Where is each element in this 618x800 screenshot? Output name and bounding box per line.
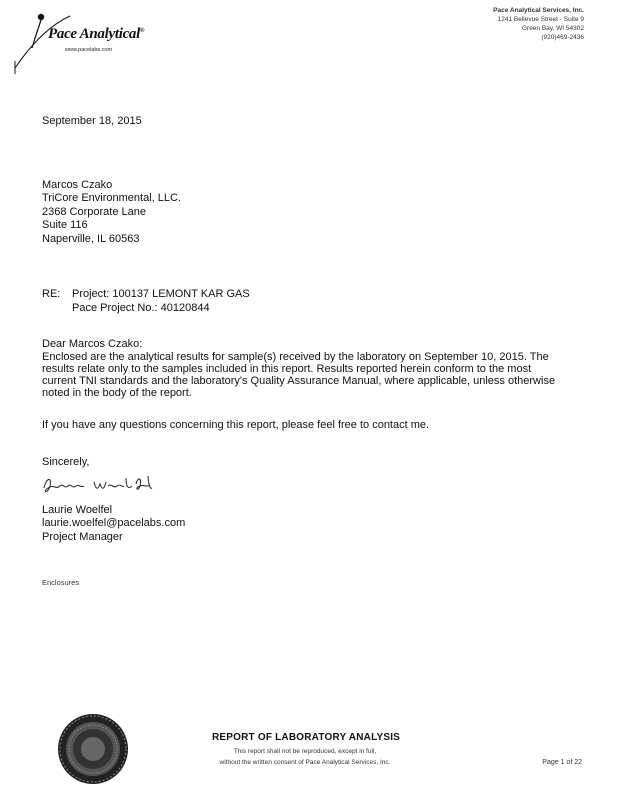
signer-email[interactable]: laurie.woelfel@pacelabs.com: [42, 517, 186, 530]
signer-block: [42, 504, 185, 544]
accreditation-seal-icon: [56, 712, 130, 786]
company-name: Pace Analytical Services, Inc.: [493, 7, 584, 14]
recipient-company: TriCore Environmental, LLC.: [42, 192, 181, 205]
disclaimer-line-1: This report shall not be reproduced, except in full,: [233, 748, 377, 755]
disclaimer-line-2: without the written consent of Pace Analytical Services, Inc.: [219, 759, 391, 766]
signer-title: Project Manager: [42, 530, 123, 543]
body-paragraph: Enclosed are the analytical results for sample(s) received by the laboratory on September 10, 2015. The results relate only to the samples included in this report. Results reported herein conform to the most current TNI standards and the laboratory's Quality Assurance Manual, where applicable, unless otherwise noted in the body of the report.: [42, 351, 556, 399]
recipient-name: Marcos Czako: [42, 179, 113, 191]
re-lines: [72, 288, 250, 315]
re-pace-project: Pace Project No.: 40120844: [72, 301, 210, 314]
company-logo: [10, 6, 160, 76]
company-street: 1241 Bellevue Street - Suite 9: [497, 16, 584, 23]
re-project: Project: 100137 LEMONT KAR GAS: [72, 288, 250, 300]
questions-line: If you have any questions concerning this report, please feel free to contact me.: [42, 419, 430, 431]
logo-url: www.pacelabs.com: [65, 47, 113, 53]
recipient-city: Naperville, IL 60563: [42, 232, 140, 245]
closing: Sincerely,: [42, 456, 90, 468]
page-number: Page 1 of 22: [542, 759, 582, 766]
recipient-street: 2368 Corporate Lane: [42, 205, 146, 218]
signer-name: Laurie Woelfel: [42, 504, 113, 516]
footer-disclaimer: [200, 746, 410, 768]
logo-brand-text: Pace Analytical®: [48, 26, 145, 42]
company-address: [493, 6, 584, 42]
handwritten-signature: [38, 470, 158, 500]
recipient-address: [42, 179, 181, 246]
company-phone: (920)469-2436: [541, 34, 584, 41]
recipient-suite: Suite 116: [42, 219, 88, 232]
report-title: REPORT OF LABORATORY ANALYSIS: [212, 732, 401, 743]
letter-date: September 18, 2015: [42, 115, 142, 127]
enclosures-note: Enclosures: [42, 578, 80, 587]
salutation: Dear Marcos Czako:: [42, 338, 143, 350]
company-city: Green Bay, WI 54302: [521, 25, 584, 32]
re-label: RE:: [42, 288, 61, 300]
